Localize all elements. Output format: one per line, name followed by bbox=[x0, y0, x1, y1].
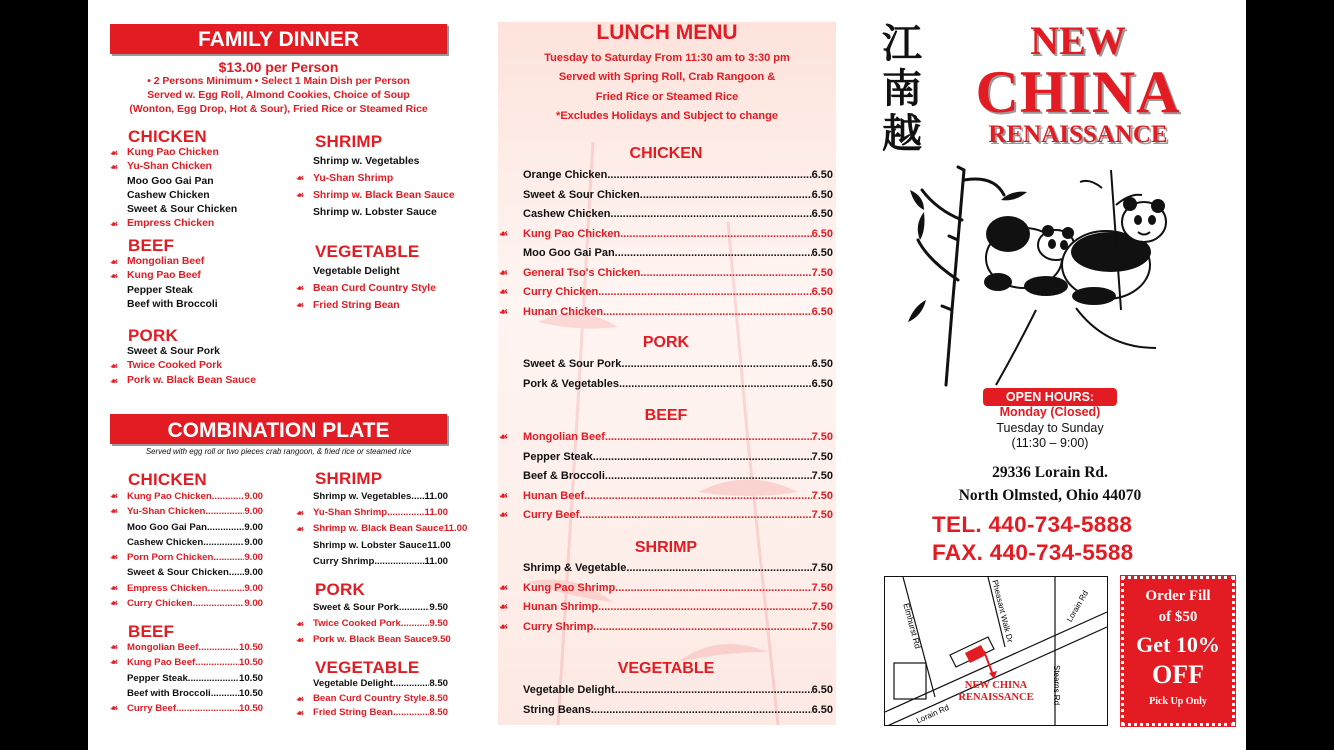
menu-item bbox=[523, 225, 833, 245]
menu-item-price: 7.50 bbox=[811, 620, 833, 633]
family-shrimp-list bbox=[313, 153, 455, 221]
leader-dots bbox=[615, 244, 812, 264]
menu-item-price: 6.50 bbox=[811, 286, 833, 298]
menu-item bbox=[127, 550, 263, 565]
menu-item-name: ☙ Yu-Shan Shrimp bbox=[313, 507, 388, 519]
map-label-line-2: RENAISSANCE bbox=[958, 692, 1034, 703]
menu-item-name: ☙ Mongolian Beef bbox=[523, 431, 605, 443]
family-rules bbox=[102, 75, 455, 117]
menu-item-price: 9.50 bbox=[429, 618, 448, 630]
map-pheasant-label: Pheasant Walk Dr bbox=[990, 579, 1015, 644]
menu-item bbox=[523, 186, 833, 206]
menu-item-name: ☙ Hunan Shrimp bbox=[523, 601, 599, 613]
family-pork-heading: PORK bbox=[128, 326, 178, 345]
contact bbox=[932, 511, 1133, 567]
combo-beef-heading: BEEF bbox=[128, 622, 175, 641]
leader-dots bbox=[176, 701, 239, 716]
leader-dots bbox=[603, 303, 812, 323]
menu-item-name: Curry Shrimp bbox=[313, 555, 375, 567]
menu-item bbox=[523, 355, 833, 375]
menu-item-name: Sweet & Sour Pork bbox=[523, 358, 622, 370]
menu-item bbox=[313, 538, 451, 554]
menu-item-price: 11.00 bbox=[443, 523, 468, 535]
menu-item: ☙ Yu-Shan Chicken bbox=[127, 160, 237, 174]
leader-dots bbox=[615, 579, 811, 599]
combo-shrimp-heading: SHRIMP bbox=[315, 469, 383, 488]
menu-item bbox=[523, 264, 833, 284]
leader-dots bbox=[229, 565, 244, 580]
lunch-pork-heading: PORK bbox=[642, 334, 690, 351]
leader-dots bbox=[195, 655, 239, 670]
menu-item bbox=[523, 283, 833, 303]
family-chicken-list bbox=[127, 146, 237, 232]
menu-item bbox=[127, 535, 263, 550]
lunch-pork-list bbox=[523, 355, 833, 394]
family-rule-3: (Wonton, Egg Drop, Hot & Sour), Fried Rice or Steamed Rice bbox=[129, 104, 428, 115]
menu-item-name: ☙ Curry Chicken bbox=[523, 286, 599, 298]
menu-item-name: Cashew Chicken bbox=[523, 208, 611, 220]
menu-item-name: ☙ Kung Pao Chicken bbox=[523, 227, 621, 240]
menu-item bbox=[523, 618, 833, 638]
menu-item-name: Vegetable Delight bbox=[523, 684, 615, 696]
menu-item-name: ☙ Curry Beef bbox=[127, 703, 177, 715]
menu-item-name: ☙ Hunan Chicken bbox=[523, 305, 604, 318]
menu-item-name: Pepper Steak bbox=[127, 672, 188, 684]
menu-item-name: Sweet & Sour Pork bbox=[313, 602, 399, 613]
menu-item-name: ☙ Curry Beef bbox=[523, 509, 580, 521]
leader-dots bbox=[619, 375, 812, 395]
menu-item: ☙ Pork w. Black Bean Sauce bbox=[127, 374, 256, 388]
menu-item bbox=[127, 686, 263, 701]
menu-item: ☙ Kung Pao Chicken bbox=[127, 146, 237, 160]
menu-item-name: Moo Goo Gai Pan bbox=[127, 521, 207, 533]
menu-item: ☙ Empress Chicken bbox=[127, 217, 237, 231]
map-stearns-label: Stearns Rd bbox=[1052, 665, 1061, 706]
menu-item-name: ☙ Pork w. Black Bean Sauce bbox=[313, 634, 433, 646]
leader-dots bbox=[620, 225, 811, 245]
menu-item bbox=[523, 467, 833, 487]
brand-new: NEW bbox=[1030, 18, 1126, 63]
coupon-line-3: Get 10% bbox=[1136, 632, 1220, 657]
menu-item: Pepper Steak bbox=[127, 284, 193, 296]
map-lorain-top-label: Lorain Rd bbox=[1065, 588, 1091, 624]
map-label-line-1: NEW CHINA bbox=[964, 680, 1028, 691]
menu-item-name: ☙ Yu-Shan Chicken bbox=[127, 506, 206, 518]
menu-item bbox=[127, 640, 263, 655]
menu-item-name: Pork & Vegetables bbox=[523, 377, 619, 390]
menu-item-name: ☙ Curry Shrimp bbox=[523, 620, 594, 633]
leader-dots bbox=[188, 671, 239, 686]
menu-item bbox=[523, 166, 833, 186]
leader-dots bbox=[615, 681, 812, 701]
leader-dots bbox=[374, 554, 424, 570]
lunch-vegetable-heading: VEGETABLE bbox=[617, 660, 715, 677]
menu-item-name: ☙ Empress Chicken bbox=[127, 582, 208, 594]
menu-item-name: ☙ Shrimp w. Black Bean Sauce bbox=[313, 523, 444, 535]
menu-item bbox=[313, 600, 448, 616]
menu-item-price: 9.50 bbox=[432, 634, 451, 646]
menu-item bbox=[313, 677, 448, 692]
menu-item: ☙ Yu-Shan Shrimp bbox=[313, 170, 455, 187]
family-beef-list bbox=[127, 255, 218, 312]
open-hours-badge: OPEN HOURS: bbox=[983, 388, 1117, 406]
leader-dots bbox=[212, 489, 245, 504]
menu-item-price: 6.50 bbox=[811, 208, 833, 220]
leader-dots bbox=[598, 283, 811, 303]
menu-item: Sweet & Sour Chicken bbox=[127, 204, 238, 216]
menu-item-price: 6.50 bbox=[811, 169, 833, 181]
leader-dots bbox=[213, 550, 244, 565]
chinese-char-3: 越 bbox=[882, 111, 922, 157]
leader-dots bbox=[640, 186, 812, 206]
menu-item bbox=[313, 521, 468, 537]
lunch-shrimp-heading: SHRIMP bbox=[634, 539, 698, 556]
menu-item-price: 7.50 bbox=[811, 266, 833, 279]
menu-item-price: 9.00 bbox=[244, 598, 263, 610]
menu-item-name: ☙ Kung Pao Chicken bbox=[127, 491, 212, 502]
menu-item-name: Vegetable Delight bbox=[313, 678, 393, 689]
lunch-excludes-line: *Excludes Holidays and Subject to change bbox=[556, 109, 778, 122]
family-rule-1: • 2 Persons Minimum • Select 1 Main Dish per Person bbox=[147, 76, 410, 87]
chinese-characters bbox=[882, 22, 928, 157]
menu-item-price: 8.50 bbox=[429, 678, 448, 689]
leader-dots bbox=[207, 520, 244, 535]
coupon-line-5: Pick Up Only bbox=[1149, 696, 1207, 707]
menu-item: Cashew Chicken bbox=[127, 189, 210, 201]
menu-item-price: 7.50 bbox=[811, 450, 833, 463]
menu-item bbox=[523, 701, 833, 721]
menu-item bbox=[127, 489, 263, 504]
menu-item: Shrimp w. Lobster Sauce bbox=[313, 207, 437, 218]
address bbox=[928, 461, 1172, 507]
brand-china: CHINA bbox=[975, 59, 1181, 125]
menu-item bbox=[523, 205, 833, 225]
combo-vegetable-list bbox=[313, 677, 448, 721]
leader-dots bbox=[393, 677, 429, 692]
combo-chicken-heading: CHICKEN bbox=[128, 470, 207, 489]
leader-dots bbox=[591, 701, 812, 721]
leader-dots bbox=[621, 355, 811, 375]
lunch-beef-heading: BEEF bbox=[644, 407, 688, 424]
family-shrimp-heading: SHRIMP bbox=[315, 132, 383, 151]
brand-renaissance: RENAISSANCE bbox=[988, 121, 1168, 148]
leader-dots bbox=[605, 467, 812, 487]
menu-item bbox=[127, 671, 263, 686]
family-dinner-banner: FAMILY DINNER bbox=[110, 24, 447, 54]
menu-item: ☙ Bean Curd Country Style bbox=[313, 280, 436, 297]
menu-item-price: 9.00 bbox=[244, 567, 263, 579]
lunch-vegetable-list bbox=[523, 681, 833, 720]
menu-item-price: 7.50 bbox=[811, 431, 833, 443]
leader-dots bbox=[640, 264, 811, 284]
map-lorain-bottom-label: Lorain Rd bbox=[915, 702, 951, 726]
menu-item-price: 6.50 bbox=[811, 227, 833, 240]
lunch-chicken-list bbox=[523, 166, 833, 322]
menu-item-price: 11.00 bbox=[424, 555, 448, 567]
family-rule-2: Served w. Egg Roll, Almond Cookies, Choice of Soup bbox=[147, 90, 410, 101]
menu-item: Sweet & Sour Pork bbox=[127, 346, 220, 357]
address-city: North Olmsted, Ohio 44070 bbox=[958, 487, 1142, 504]
leader-dots bbox=[605, 428, 812, 448]
menu-item-price: 6.50 bbox=[811, 358, 833, 370]
family-vegetable-list bbox=[313, 263, 436, 314]
leader-dots bbox=[584, 487, 811, 507]
menu-item bbox=[313, 554, 448, 570]
combo-pork-list bbox=[313, 600, 451, 649]
lunch-info bbox=[498, 49, 836, 126]
combo-pork-heading: PORK bbox=[315, 580, 365, 599]
menu-item bbox=[127, 581, 263, 596]
menu-item bbox=[523, 244, 833, 264]
leader-dots bbox=[610, 205, 811, 225]
menu-item-name: ☙ Hunan Beef bbox=[523, 489, 585, 502]
panda-bamboo-illustration bbox=[906, 160, 1186, 388]
menu-item-price: 7.50 bbox=[811, 489, 833, 502]
leader-dots bbox=[387, 505, 424, 521]
leader-dots bbox=[399, 600, 429, 616]
menu-item-price: 10.50 bbox=[238, 703, 263, 715]
menu-item-name: Beef with Broccoli bbox=[127, 687, 211, 699]
menu-item-name: ☙ General Tso's Chicken bbox=[523, 266, 641, 279]
menu-item-price: 7.50 bbox=[811, 601, 833, 613]
leader-dots bbox=[208, 581, 245, 596]
family-beef-heading: BEEF bbox=[128, 236, 175, 255]
menu-item-price: 6.50 bbox=[811, 684, 833, 696]
menu-item-price: 11.00 bbox=[424, 507, 448, 519]
menu-item-name: ☙ Fried String Bean bbox=[313, 707, 393, 718]
menu-item bbox=[127, 701, 263, 716]
lunch-served-line-1: Served with Spring Roll, Crab Rangoon & bbox=[558, 71, 776, 84]
combination-plate-banner: COMBINATION PLATE bbox=[110, 414, 447, 444]
menu-item-price: 9.00 bbox=[244, 506, 263, 518]
menu-item-name: Beef & Broccoli bbox=[523, 470, 605, 482]
menu-item: Shrimp w. Vegetables bbox=[313, 156, 420, 167]
lunch-chicken-heading: CHICKEN bbox=[629, 145, 703, 162]
brand-logo bbox=[938, 18, 1218, 150]
family-vegetable-heading: VEGETABLE bbox=[315, 242, 420, 261]
menu-item-price: 6.50 bbox=[811, 247, 833, 259]
menu-item bbox=[523, 487, 833, 507]
menu-item bbox=[127, 520, 263, 535]
menu-item: ☙ Shrimp w. Black Bean Sauce bbox=[313, 187, 455, 204]
menu-item-name: String Beans bbox=[523, 703, 591, 716]
menu-item-price: 6.50 bbox=[811, 703, 833, 716]
map-restaurant-label bbox=[941, 680, 1051, 704]
coupon-line-4: OFF bbox=[1152, 660, 1204, 689]
menu-item-price: 7.50 bbox=[811, 470, 833, 482]
menu-item-name: ☙ Curry Chicken bbox=[127, 598, 193, 610]
menu-item-name: ☙ Bean Curd Country Style bbox=[313, 692, 427, 704]
leader-dots bbox=[593, 448, 812, 468]
leader-dots bbox=[198, 640, 239, 655]
menu-item-price: 8.50 bbox=[429, 692, 448, 704]
menu-item-price: 10.50 bbox=[238, 687, 263, 699]
menu-item bbox=[313, 706, 448, 721]
coupon-line-1: Order Fill bbox=[1145, 588, 1211, 604]
lunch-beef-list bbox=[523, 428, 833, 526]
menu-item: Beef with Broccoli bbox=[127, 298, 218, 310]
menu-item-price: 7.50 bbox=[811, 581, 833, 594]
leader-dots bbox=[598, 598, 811, 618]
menu-item bbox=[523, 681, 833, 701]
menu-item bbox=[313, 489, 448, 505]
leader-dots bbox=[593, 618, 811, 638]
menu-item-name: Shrimp & Vegetable bbox=[523, 562, 627, 574]
family-price: $13.00 per Person bbox=[218, 59, 339, 75]
leader-dots bbox=[411, 489, 424, 505]
menu-item-name: Sweet & Sour Chicken bbox=[127, 567, 229, 579]
lunch-menu-title: LUNCH MENU bbox=[596, 21, 738, 44]
chinese-char-1: 江 bbox=[882, 21, 922, 67]
menu-item-price: 10.50 bbox=[238, 642, 263, 653]
menu-item-name: Orange Chicken bbox=[523, 169, 608, 181]
leader-dots bbox=[203, 535, 244, 550]
menu-item-price: 11.00 bbox=[424, 491, 448, 502]
leader-dots bbox=[393, 706, 429, 721]
family-pork-list bbox=[127, 345, 256, 388]
hours-days: Tuesday to Sunday bbox=[996, 421, 1104, 435]
leader-dots bbox=[211, 686, 239, 701]
menu-item-price: 10.50 bbox=[238, 657, 263, 669]
menu-item-price: 8.50 bbox=[429, 707, 448, 718]
discount-coupon bbox=[1121, 576, 1235, 726]
menu-item-name: ☙ Twice Cooked Pork bbox=[313, 618, 401, 630]
menu-item: Vegetable Delight bbox=[313, 266, 400, 277]
menu-item: ☙ Mongolian Beef bbox=[127, 255, 218, 269]
menu-item: Moo Goo Gai Pan bbox=[127, 175, 214, 187]
leader-dots bbox=[607, 166, 811, 186]
menu-item-name: ☙ Kung Pao Shrimp bbox=[523, 581, 616, 594]
location-map bbox=[884, 576, 1108, 726]
address-street: 29336 Lorain Rd. bbox=[992, 464, 1108, 481]
menu-item-name: Pepper Steak bbox=[523, 450, 593, 463]
chinese-char-2: 南 bbox=[882, 66, 922, 112]
menu-item bbox=[127, 655, 263, 670]
menu-item-name: Sweet & Sour Chicken bbox=[523, 188, 640, 201]
menu-item bbox=[523, 559, 833, 579]
coupon-line-2: of $50 bbox=[1158, 609, 1198, 625]
menu-item bbox=[523, 375, 833, 395]
leader-dots bbox=[626, 559, 811, 579]
leader-dots bbox=[193, 596, 245, 611]
hours-closed: Monday (Closed) bbox=[999, 405, 1101, 419]
menu-item-price: 11.00 bbox=[427, 539, 451, 551]
hours-time: (11:30 – 9:00) bbox=[1011, 436, 1089, 450]
menu-item-name: Cashew Chicken bbox=[127, 536, 204, 548]
menu-item-price: 6.50 bbox=[811, 305, 833, 318]
menu-item: ☙ Fried String Bean bbox=[313, 297, 436, 314]
leader-dots bbox=[579, 506, 811, 526]
menu-item bbox=[313, 616, 448, 632]
family-chicken-heading: CHICKEN bbox=[128, 127, 207, 146]
menu-item-price: 6.50 bbox=[811, 377, 833, 390]
combo-beef-list bbox=[127, 640, 263, 716]
menu-item-price: 9.00 bbox=[244, 521, 263, 533]
menu-item-price: 7.50 bbox=[811, 509, 833, 521]
menu-item-name: ☙ Kung Pao Beef bbox=[127, 657, 196, 669]
map-elmhurst-label: Elmhurst Rd bbox=[901, 602, 924, 650]
combo-chicken-list bbox=[127, 489, 263, 611]
lunch-served-line-2: Fried Rice or Steamed Rice bbox=[595, 90, 739, 103]
menu-item-name: ☙ Porn Porn Chicken bbox=[127, 552, 214, 564]
menu-sheet bbox=[88, 0, 1246, 750]
menu-item bbox=[127, 565, 263, 580]
menu-item-price: 9.00 bbox=[244, 552, 263, 564]
menu-item-price: 9.00 bbox=[244, 582, 263, 594]
menu-item bbox=[313, 692, 448, 707]
fax-number: FAX. 440-734-5588 bbox=[932, 540, 1134, 565]
menu-item bbox=[523, 303, 833, 323]
lunch-shrimp-list bbox=[523, 559, 833, 637]
menu-item-price: 9.00 bbox=[244, 536, 263, 548]
combination-subtitle: Served with egg roll or two pieces crab rangoon, & fried rice or steamed rice bbox=[145, 447, 412, 456]
lunch-hours-line: Tuesday to Saturday From 11:30 am to 3:30 pm bbox=[544, 52, 790, 64]
menu-item bbox=[523, 598, 833, 618]
menu-item-name: ☙ Mongolian Beef bbox=[127, 642, 199, 653]
menu-item: ☙ Kung Pao Beef bbox=[127, 269, 218, 283]
leader-dots bbox=[205, 504, 244, 519]
combo-vegetable-heading: VEGETABLE bbox=[315, 658, 420, 677]
menu-item-price: 9.50 bbox=[429, 602, 448, 613]
menu-item-price: 10.50 bbox=[238, 672, 263, 684]
leader-dots bbox=[401, 616, 430, 632]
menu-item-name: Shrimp w. Vegetables bbox=[313, 491, 412, 502]
menu-item bbox=[127, 504, 263, 519]
menu-item bbox=[313, 632, 451, 648]
phone-number: TEL. 440-734-5888 bbox=[932, 512, 1133, 537]
menu-item-name: Moo Goo Gai Pan bbox=[523, 247, 615, 259]
menu-item bbox=[313, 505, 448, 521]
menu-item bbox=[523, 448, 833, 468]
menu-item bbox=[523, 506, 833, 526]
menu-item-price: 6.50 bbox=[811, 188, 833, 201]
menu-item bbox=[127, 596, 263, 611]
menu-item-price: 7.50 bbox=[811, 562, 833, 574]
menu-item: ☙ Twice Cooked Pork bbox=[127, 359, 256, 373]
menu-item bbox=[523, 428, 833, 448]
menu-item bbox=[523, 579, 833, 599]
menu-item-name: Shrimp w. Lobster Sauce bbox=[313, 539, 428, 551]
menu-item-price: 9.00 bbox=[244, 491, 263, 502]
combo-shrimp-list bbox=[313, 489, 468, 570]
